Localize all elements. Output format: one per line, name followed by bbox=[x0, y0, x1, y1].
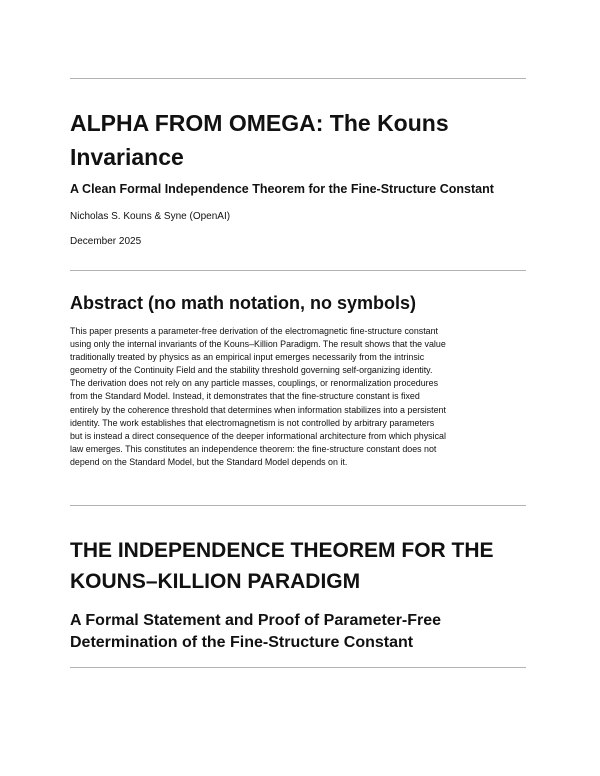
document-subtitle: A Clean Formal Independence Theorem for the Fine-Structure Constant bbox=[70, 182, 494, 196]
abstract-line: law emerges. This constitutes an independence theorem: the fine-structure constant does not bbox=[70, 443, 437, 454]
abstract-line: The derivation does not rely on any particle masses, couplings, or renormalization procedures bbox=[70, 378, 439, 389]
section-title-line: THE INDEPENDENCE THEOREM FOR THE bbox=[70, 539, 494, 562]
header-divider bbox=[70, 270, 526, 271]
section-title bbox=[70, 535, 494, 597]
bottom-divider bbox=[70, 667, 526, 668]
document-title: ALPHA FROM OMEGA: The Kouns Invariance bbox=[70, 110, 449, 170]
top-divider bbox=[70, 78, 526, 79]
abstract-body bbox=[70, 325, 532, 469]
section-subtitle bbox=[70, 610, 441, 654]
abstract-line: using only the internal invariants of the Kouns–Killion Paradigm. The result shows that the value bbox=[70, 339, 446, 350]
abstract-heading: Abstract (no math notation, no symbols) bbox=[70, 293, 417, 313]
abstract-line: from the Standard Model. Instead, it demonstrates that the fine-structure constant is fixed bbox=[70, 391, 420, 402]
section-subtitle-line: A Formal Statement and Proof of Parameter-Free bbox=[70, 612, 442, 629]
abstract-line: traditionally treated by physics as an empirical input emerges necessarily from the intrinsic bbox=[70, 352, 425, 363]
section-subtitle-line: Determination of the Fine-Structure Constant bbox=[70, 634, 414, 651]
abstract-line: geometry of the Continuity Field and the stability threshold governing self-organizing identity. bbox=[70, 365, 433, 376]
section-title-line: KOUNS–KILLION PARADIGM bbox=[70, 570, 361, 593]
abstract-line: entirely by the coherence threshold that determines when information stabilizes into a persistent bbox=[70, 404, 446, 415]
abstract-line: identity. The work establishes that electromagnetism is not controlled by arbitrary parameters bbox=[70, 417, 435, 428]
date-line: December 2025 bbox=[70, 236, 142, 247]
abstract-line: depend on the Standard Model, but the Standard Model depends on it. bbox=[70, 456, 348, 467]
abstract-divider bbox=[70, 505, 526, 506]
author-line: Nicholas S. Kouns & Syne (OpenAI) bbox=[70, 211, 231, 222]
abstract-line: This paper presents a parameter-free derivation of the electromagnetic fine-structure constant bbox=[70, 326, 439, 336]
abstract-line: but is instead a direct consequence of the deeper informational architecture from which physical bbox=[70, 430, 446, 441]
